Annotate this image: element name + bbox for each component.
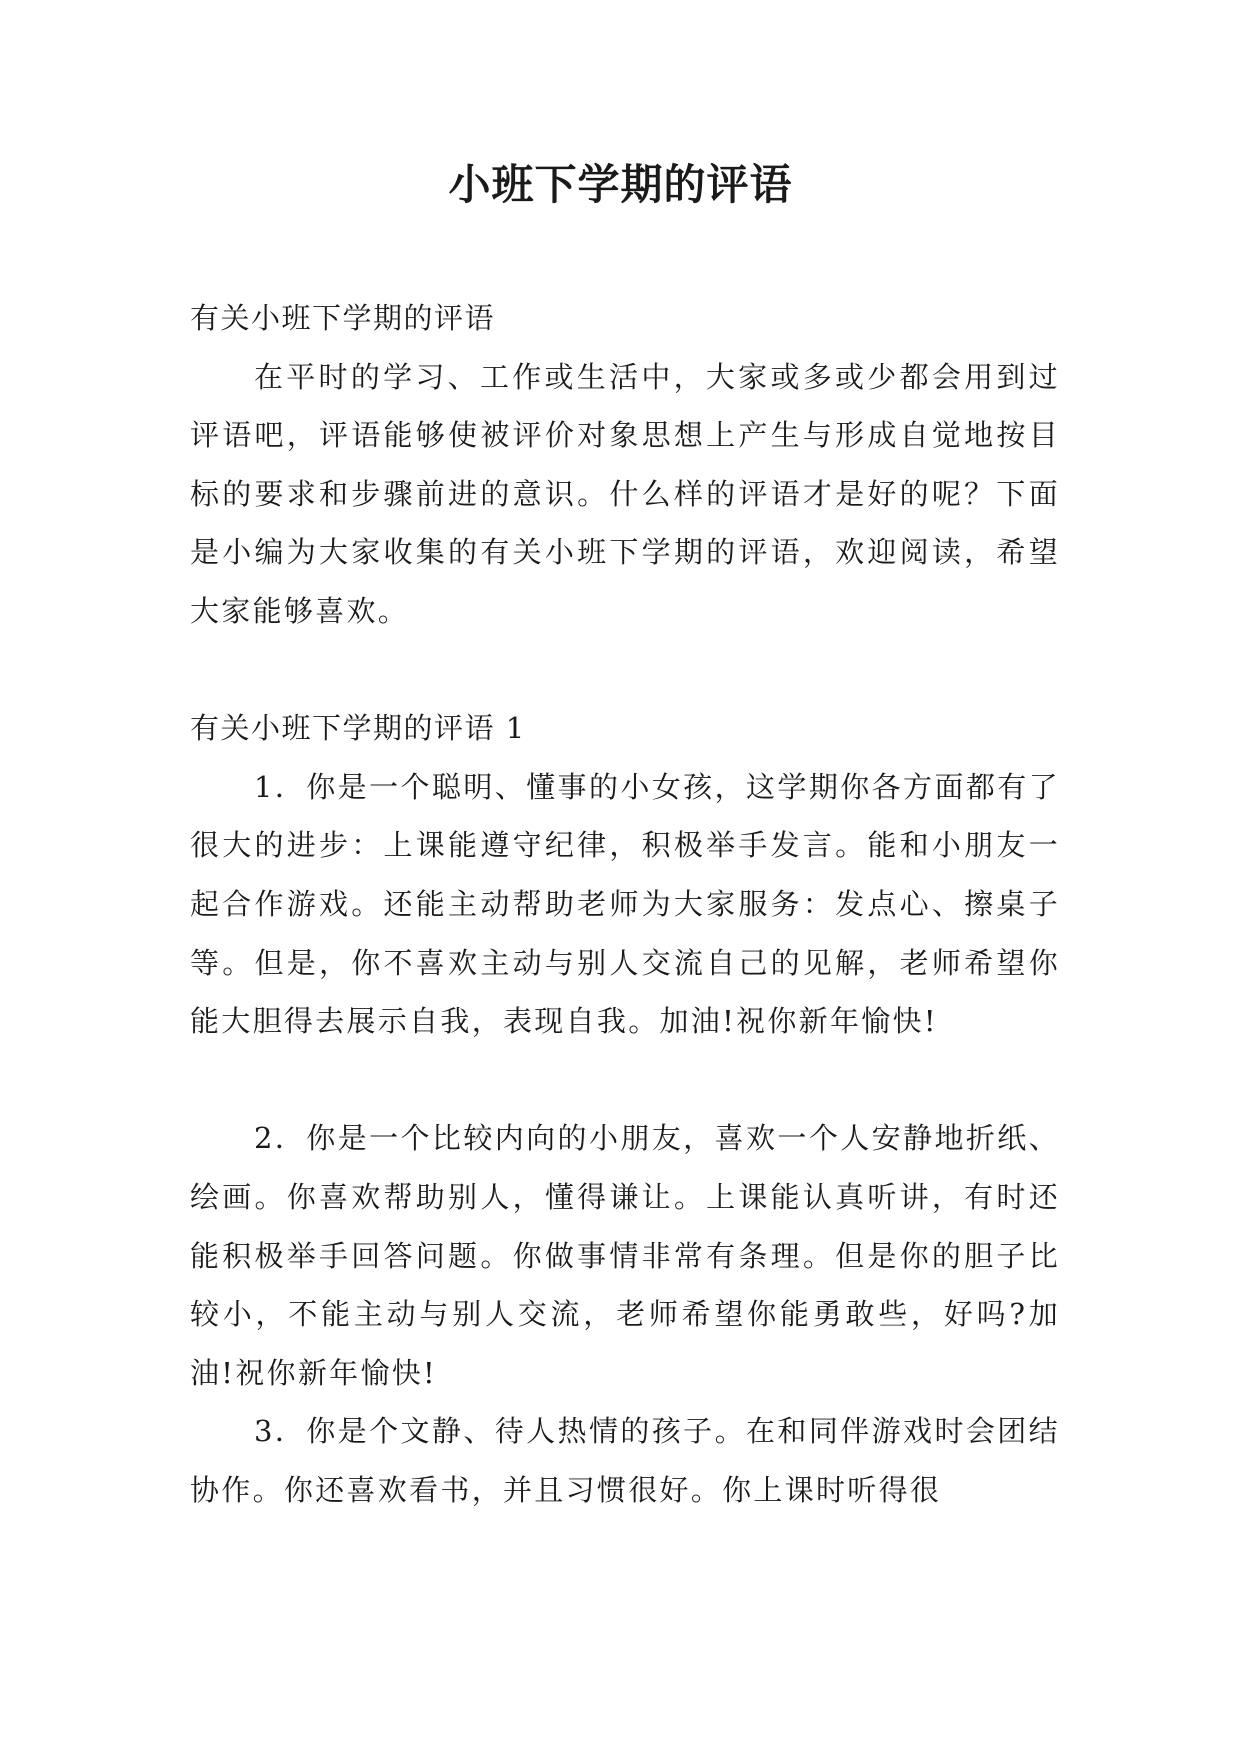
document-title: 小班下学期的评语 <box>448 160 793 209</box>
spacer <box>190 641 1060 700</box>
spacer <box>190 1051 1060 1110</box>
section-heading: 有关小班下学期的评语 1 <box>190 711 526 746</box>
document-body <box>190 289 1060 1519</box>
comment-paragraph-2: 2．你是一个比较内向的小朋友，喜欢一个人安静地折纸、绘画。你喜欢帮助别人，懂得谦让。上课能认真听讲，有时还能积极举手回答问题。你做事情非常有条理。但是你的胆子比较小，不能主动与别人交流，老师希望你能勇敢些，好吗?加油!祝你新年愉快! <box>190 1121 1060 1390</box>
intro-paragraph: 在平时的学习、工作或生活中，大家或多或少都会用到过评语吧，评语能够使被评价对象思想上产生与形成自觉地按目标的要求和步骤前进的意识。什么样的评语才是好的呢？下面是小编为大家收集的有关小班下学期的评语，欢迎阅读，希望大家能够喜欢。 <box>190 359 1060 628</box>
comment-paragraph-3: 3．你是个文静、待人热情的孩子。在和同伴游戏时会团结协作。你还喜欢看书，并且习惯很好。你上课时听得很 <box>190 1414 1060 1507</box>
comment-paragraph-1: 1．你是一个聪明、懂事的小女孩，这学期你各方面都有了很大的进步：上课能遵守纪律，积极举手发言。能和小朋友一起合作游戏。还能主动帮助老师为大家服务：发点心、擦桌子等。但是，你不喜欢主动与别人交流自己的见解，老师希望你能大胆得去展示自我，表现自我。加油!祝你新年愉快! <box>190 769 1060 1039</box>
subtitle: 有关小班下学期的评语 <box>190 301 496 335</box>
